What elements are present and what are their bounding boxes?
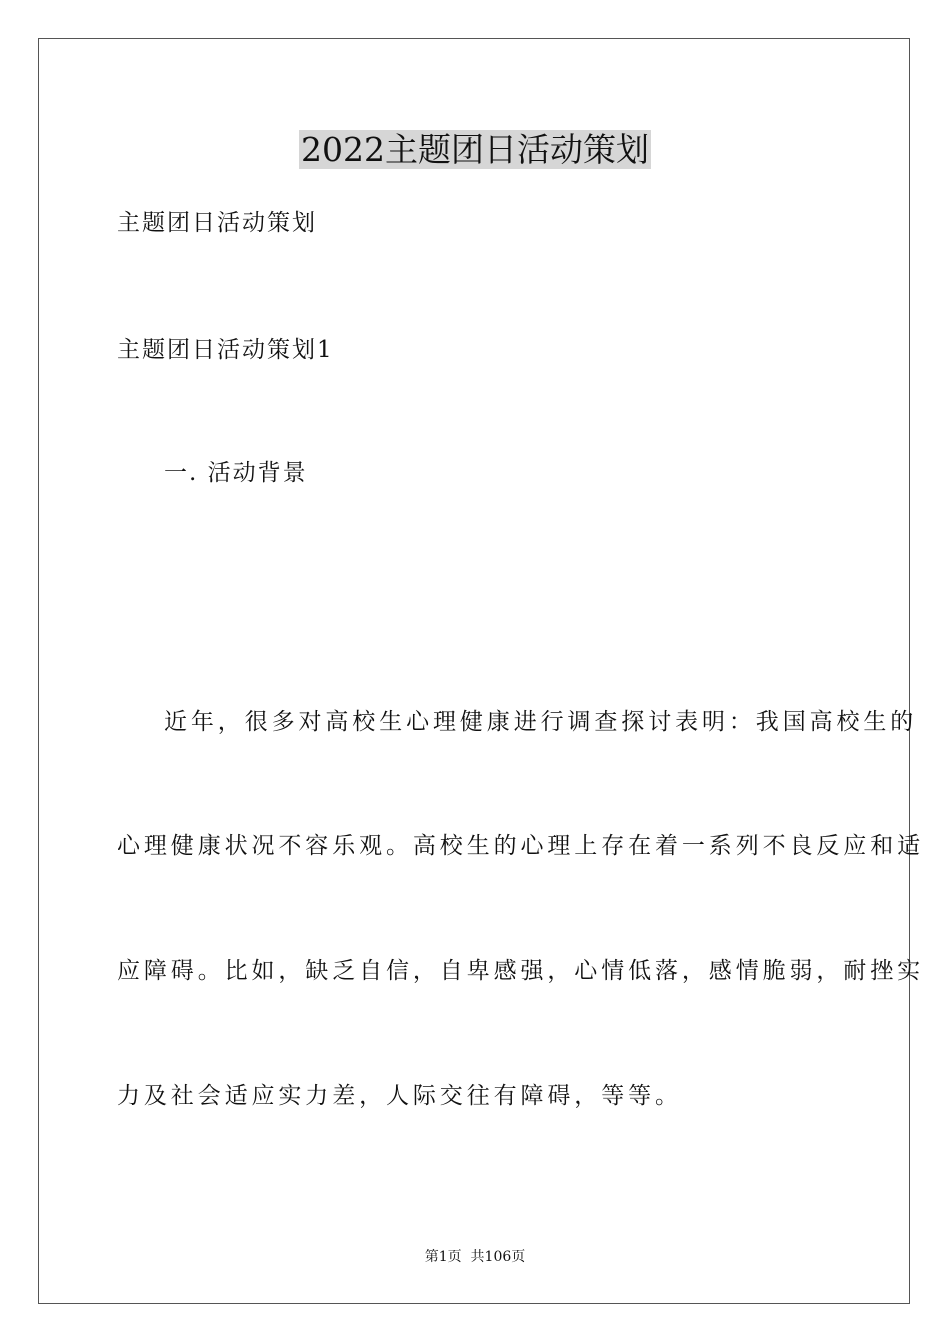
section-heading: 一. 活动背景 bbox=[164, 460, 308, 486]
section-title: 主题团日活动策划1 bbox=[117, 337, 334, 363]
body-paragraph-line: 近年，很多对高校生心理健康进行调查探讨表明：我国高校生的 bbox=[164, 709, 918, 735]
body-paragraph-line: 力及社会适应实力差，人际交往有障碍，等等。 bbox=[117, 1083, 682, 1109]
document-title: 2022主题团日活动策划 bbox=[301, 130, 649, 169]
body-paragraph-line: 心理健康状况不容乐观。高校生的心理上存在着一系列不良反应和适 bbox=[117, 833, 924, 859]
document-subtitle: 主题团日活动策划 bbox=[117, 210, 317, 236]
document-title-block bbox=[0, 128, 950, 172]
body-paragraph-line: 应障碍。比如，缺乏自信，自卑感强，心情低落，感情脆弱，耐挫实 bbox=[117, 958, 924, 984]
page-footer: 第1页 共106页 bbox=[424, 1249, 526, 1265]
